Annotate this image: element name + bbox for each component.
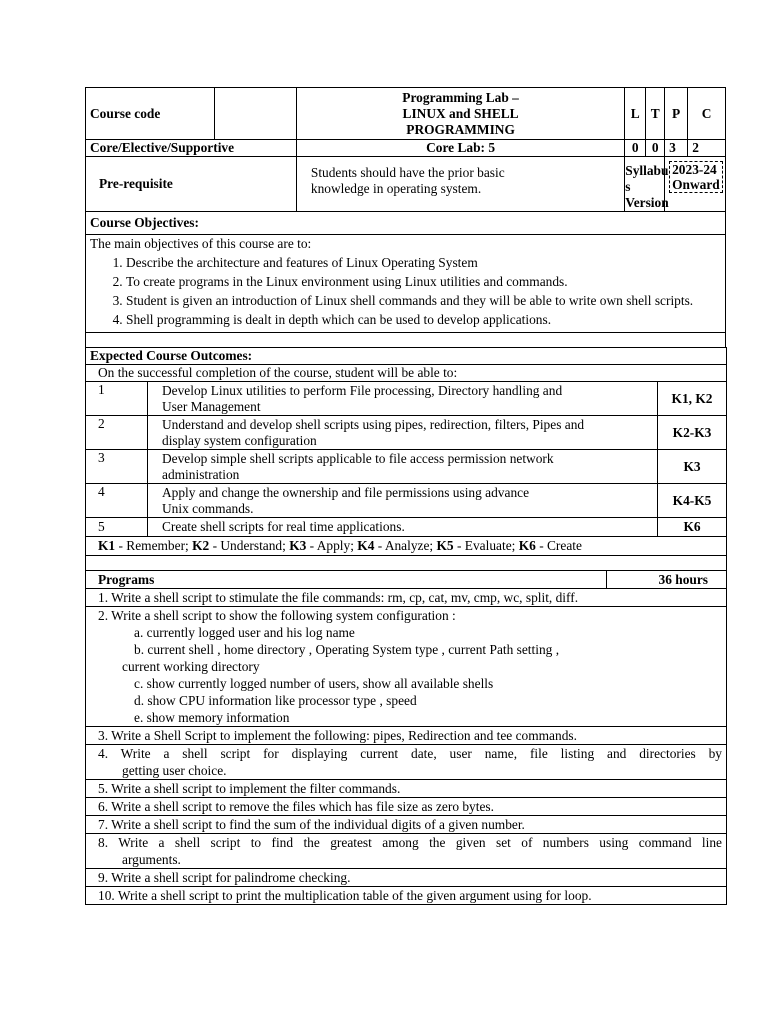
version-line: Onward (672, 177, 720, 192)
outcome-row (86, 416, 727, 450)
ltpc-value-c: 2 (688, 140, 726, 157)
programs-heading: Programs (86, 571, 607, 589)
syllabus-label-line: s (625, 179, 631, 194)
program-subitem: b. current shell , home directory , Operating System type , current Path setting , (134, 642, 560, 657)
program-line: 4. Write a shell script for displaying current date, user name, file listing and directories by (98, 746, 722, 761)
objectives-heading: Course Objectives: (86, 212, 726, 235)
program-line: 8. Write a shell script to find the greatest among the given set of numbers using command line (98, 835, 722, 850)
outcome-text-line: Understand and develop shell scripts using pipes, redirection, filters, Pipes and (162, 416, 585, 432)
category-label: Core/Elective/Supportive (86, 140, 297, 157)
legend-key: K1 (98, 538, 116, 553)
objective-item: 1. Describe the architecture and features of Linux Operating System (126, 253, 721, 272)
outcome-text-line: Develop simple shell scripts applicable to file access permission network (162, 450, 554, 466)
version-line: 2023-24 (672, 162, 717, 177)
objectives-table (85, 211, 726, 348)
prerequisite-line: knowledge in operating system. (310, 181, 482, 196)
program-item: 9. Write a shell script for palindrome checking. (86, 869, 727, 887)
outcome-text-line: Apply and change the ownership and file permissions using advance (162, 484, 530, 500)
outcome-text (148, 450, 658, 484)
program-item: 10. Write a shell script to print the multiplication table of the given argument using for loop. (86, 887, 727, 905)
version-box (669, 161, 723, 193)
program-subitem: current working directory (122, 659, 260, 674)
course-title-line: PROGRAMMING (406, 121, 515, 137)
legend-key: K2 (192, 538, 210, 553)
legend-text: - Remember; (115, 538, 193, 553)
course-title (296, 88, 624, 140)
program-item: 6. Write a shell script to remove the files which has file size as zero bytes. (86, 798, 727, 816)
outcome-row (86, 450, 727, 484)
syllabus-document (85, 87, 726, 905)
objectives-list (90, 253, 721, 329)
ltpc-value-p: 3 (665, 140, 688, 157)
program-item (86, 607, 727, 727)
outcomes-heading: Expected Course Outcomes: (86, 348, 727, 365)
prerequisite-line: Students should have the prior basic (310, 165, 505, 180)
outcome-text-line: display system configuration (162, 432, 317, 448)
outcome-level: K1, K2 (658, 382, 727, 416)
course-code-label: Course code (86, 88, 215, 140)
spacer-row (86, 556, 727, 571)
program-item: 3. Write a Shell Script to implement the following: pipes, Redirection and tee commands. (86, 727, 727, 745)
legend-text: - Apply; (306, 538, 358, 553)
program-line: 2. Write a shell script to show the following system configuration : (98, 608, 456, 623)
outcome-text (148, 416, 658, 450)
program-item: 5. Write a shell script to implement the filter commands. (86, 780, 727, 798)
objectives-intro: The main objectives of this course are to: (90, 236, 312, 251)
ltpc-c: C (688, 88, 726, 140)
outcome-number: 1 (86, 382, 148, 416)
program-item: 1. Write a shell script to stimulate the file commands: rm, cp, cat, mv, cmp, wc, split, diff. (86, 589, 727, 607)
outcome-row (86, 484, 727, 518)
course-title-line: Programming Lab – (402, 89, 519, 105)
syllabus-version-value (665, 157, 726, 212)
spacer-row (86, 333, 726, 348)
ltpc-l: L (625, 88, 646, 140)
outcome-level: K6 (658, 518, 727, 537)
outcome-text (148, 484, 658, 518)
program-subitem: c. show currently logged number of users, show all available shells (134, 676, 494, 691)
ltpc-p: P (665, 88, 688, 140)
program-subitem: d. show CPU information like processor type , speed (134, 693, 417, 708)
outcome-number: 4 (86, 484, 148, 518)
ltpc-value-t: 0 (646, 140, 665, 157)
objective-item: 4. Shell programming is dealt in depth which can be used to develop applications. (126, 310, 721, 329)
outcome-row (86, 518, 727, 537)
program-line: getting user choice. (122, 763, 227, 778)
legend-key: K4 (357, 538, 375, 553)
legend-key: K3 (289, 538, 307, 553)
course-header-table (85, 87, 726, 212)
outcome-row (86, 382, 727, 416)
outcome-number: 5 (86, 518, 148, 537)
prerequisite-text (296, 157, 624, 212)
outcomes-table (85, 347, 727, 571)
legend-text: - Evaluate; (453, 538, 519, 553)
objectives-body (86, 235, 726, 333)
legend-text: - Create (535, 538, 582, 553)
outcome-text-line: Unix commands. (162, 500, 254, 516)
legend-key: K6 (518, 538, 536, 553)
outcome-text-line: administration (162, 466, 240, 482)
objective-item: 2. To create programs in the Linux environment using Linux utilities and commands. (126, 272, 721, 291)
syllabus-version-label (625, 157, 669, 212)
objective-item: 3. Student is given an introduction of Linux shell commands and they will be able to write own shell scripts. (126, 291, 721, 310)
outcome-level: K2-K3 (658, 416, 727, 450)
prerequisite-label: Pre-requisite (86, 157, 297, 212)
outcome-text-line: User Management (162, 398, 261, 414)
outcome-text: Create shell scripts for real time applications. (148, 518, 658, 537)
course-title-line: LINUX and SHELL (402, 105, 519, 121)
outcome-level: K4-K5 (658, 484, 727, 518)
outcome-number: 2 (86, 416, 148, 450)
programs-hours: 36 hours (607, 571, 727, 589)
legend-text: - Analyze; (374, 538, 437, 553)
ltpc-t: T (646, 88, 665, 140)
course-code-value (215, 88, 297, 140)
program-subitem: a. currently logged user and his log name (134, 625, 355, 640)
syllabus-label-line: Version (625, 195, 669, 210)
legend-text: - Understand; (209, 538, 290, 553)
program-item (86, 745, 727, 780)
knowledge-level-legend (86, 537, 727, 556)
programs-table (85, 570, 727, 905)
syllabus-label-line: Syllabu (625, 163, 669, 178)
outcomes-intro: On the successful completion of the course, student will be able to: (86, 365, 727, 382)
outcome-number: 3 (86, 450, 148, 484)
outcome-level: K3 (658, 450, 727, 484)
program-item (86, 834, 727, 869)
program-line: arguments. (122, 852, 181, 867)
outcome-text (148, 382, 658, 416)
program-subitem: e. show memory information (134, 710, 290, 725)
outcome-text-line: Develop Linux utilities to perform File processing, Directory handling and (162, 382, 563, 398)
program-item: 7. Write a shell script to find the sum of the individual digits of a given number. (86, 816, 727, 834)
category-value: Core Lab: 5 (296, 140, 624, 157)
legend-key: K5 (436, 538, 454, 553)
ltpc-value-l: 0 (625, 140, 646, 157)
